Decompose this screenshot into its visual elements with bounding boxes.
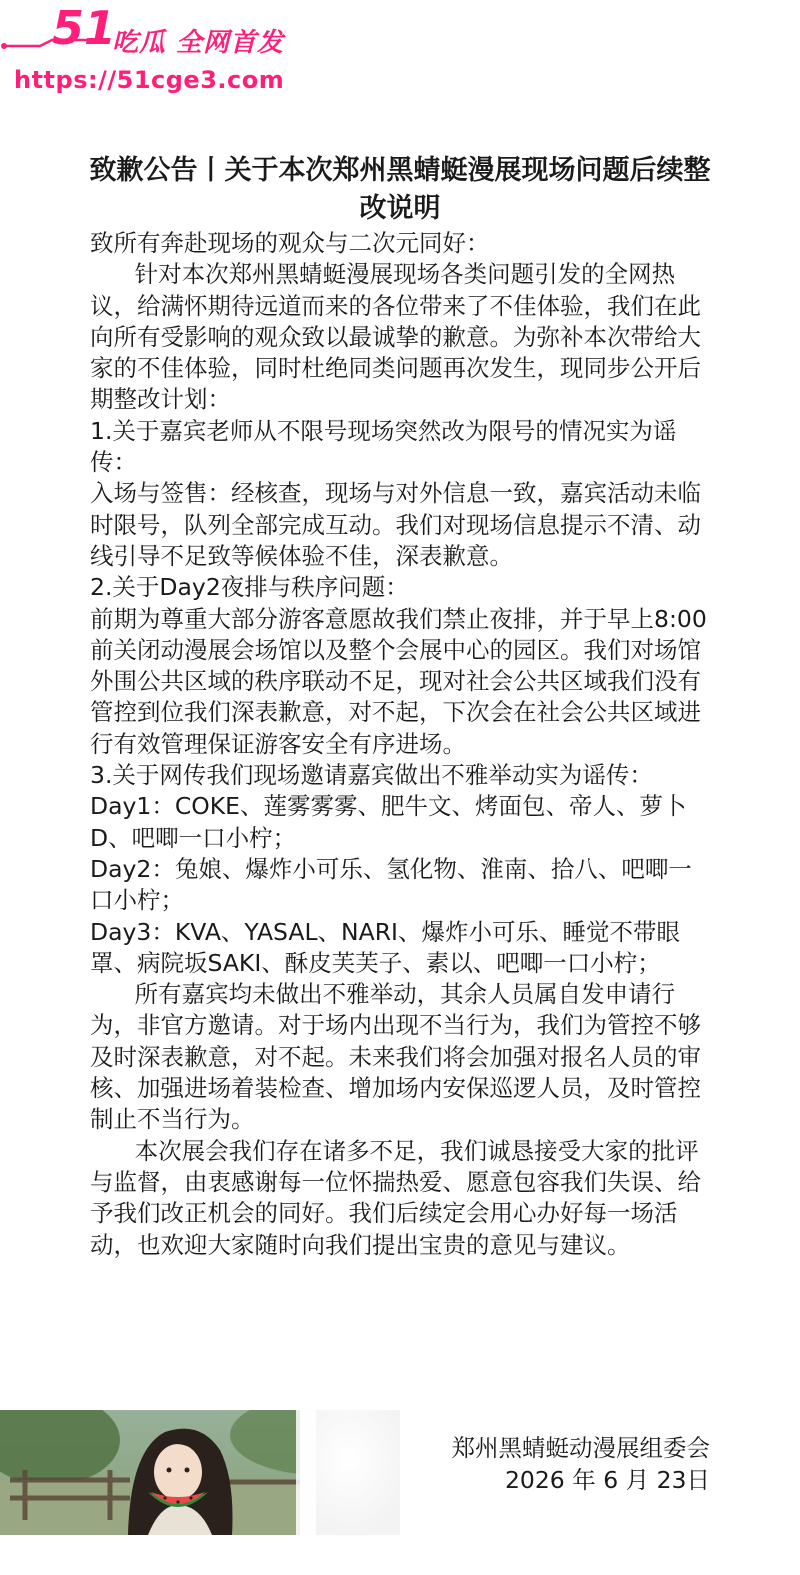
signature-block bbox=[420, 1432, 710, 1496]
section-2-paragraph: 前期为尊重大部分游客意愿故我们禁止夜排，并于早上8:00前关闭动漫展会场馆以及整个会展中心的园区。我们对场馆外围公共区域的秩序联动不足，现对社会公共区域我们没有管控到位我们深表歉意，对不起，下次会在社会公共区域进行有效管理保证游客安全有序进场。 bbox=[90, 604, 707, 758]
section-1-paragraph: 入场与签售：经核查，现场与对外信息一致，嘉宾活动未临时限号，队列全部完成互动。我们对现场信息提示不清、动线引导不足致等候体验不佳，深表歉意。 bbox=[90, 479, 701, 570]
organizer-name: 郑州黑蜻蜓动漫展组委会 bbox=[451, 1434, 710, 1462]
document-title: 致歉公告丨关于本次郑州黑蜻蜓漫展现场问题后续整改说明 bbox=[89, 155, 711, 224]
guest-list-day3: Day3：KVA、YASAL、NARI、爆炸小可乐、睡觉不带眼罩、病院坂SAKI、酥皮芙芙子、素以、吧唧一口小柠； bbox=[90, 917, 680, 977]
section-1-heading: 1.关于嘉宾老师从不限号现场突然改为限号的情况实为谣传： bbox=[90, 416, 677, 477]
girl-eating-watermelon-image bbox=[0, 1410, 400, 1535]
watermark-brand: 吃瓜 全网首发 bbox=[112, 28, 285, 58]
logo-text: 51 bbox=[52, 1, 117, 55]
closing-paragraph: 本次展会我们存在诸多不足，我们诚恳接受大家的批评与监督，由衷感谢每一位怀揣热爱、愿意包容我们失误、给予我们改正机会的同好。我们后续定会用心办好每一场活动，也欢迎大家随时向我们提出宝贵的意见与建议。 bbox=[90, 1136, 701, 1259]
salutation: 致所有奔赴现场的观众与二次元同好： bbox=[90, 229, 490, 257]
section-2-heading: 2.关于Day2夜排与秩序问题： bbox=[90, 573, 409, 602]
guest-list-day1: Day1：COKE、莲雾雾雾、肥牛文、烤面包、帝人、萝卜D、吧唧一口小柠； bbox=[90, 792, 687, 852]
section-3-heading: 3.关于网传我们现场邀请嘉宾做出不雅举动实为谣传： bbox=[90, 761, 653, 790]
signature-date: 2026 年 6 月 23日 bbox=[504, 1466, 710, 1494]
document-body bbox=[90, 228, 715, 1261]
logo-51-icon bbox=[0, 0, 120, 62]
watermark-url: https://51cge3.com bbox=[14, 66, 285, 94]
guest-list-day2: Day2：兔娘、爆炸小可乐、氢化物、淮南、拾八、吧唧一口小柠； bbox=[90, 854, 692, 915]
intro-paragraph: 针对本次郑州黑蜻蜓漫展现场各类问题引发的全网热议，给满怀期待远道而来的各位带来了不佳体验，我们在此向所有受影响的观众致以最诚挚的歉意。为弥补本次带给大家的不佳体验，同时杜绝同类问题再次发生，现同步公开后期整改计划： bbox=[90, 260, 701, 414]
statement-paragraph: 所有嘉宾均未做出不雅举动，其余人员属自发申请行为，非官方邀请。对于场内出现不当行为，我们为管控不够及时深表歉意，对不起。未来我们将会加强对报名人员的审核、加强进场着装检查、增加场内安保巡逻人员，及时管控制止不当行为。 bbox=[90, 980, 701, 1134]
watermark bbox=[0, 0, 330, 110]
advert-photo bbox=[0, 1410, 400, 1535]
